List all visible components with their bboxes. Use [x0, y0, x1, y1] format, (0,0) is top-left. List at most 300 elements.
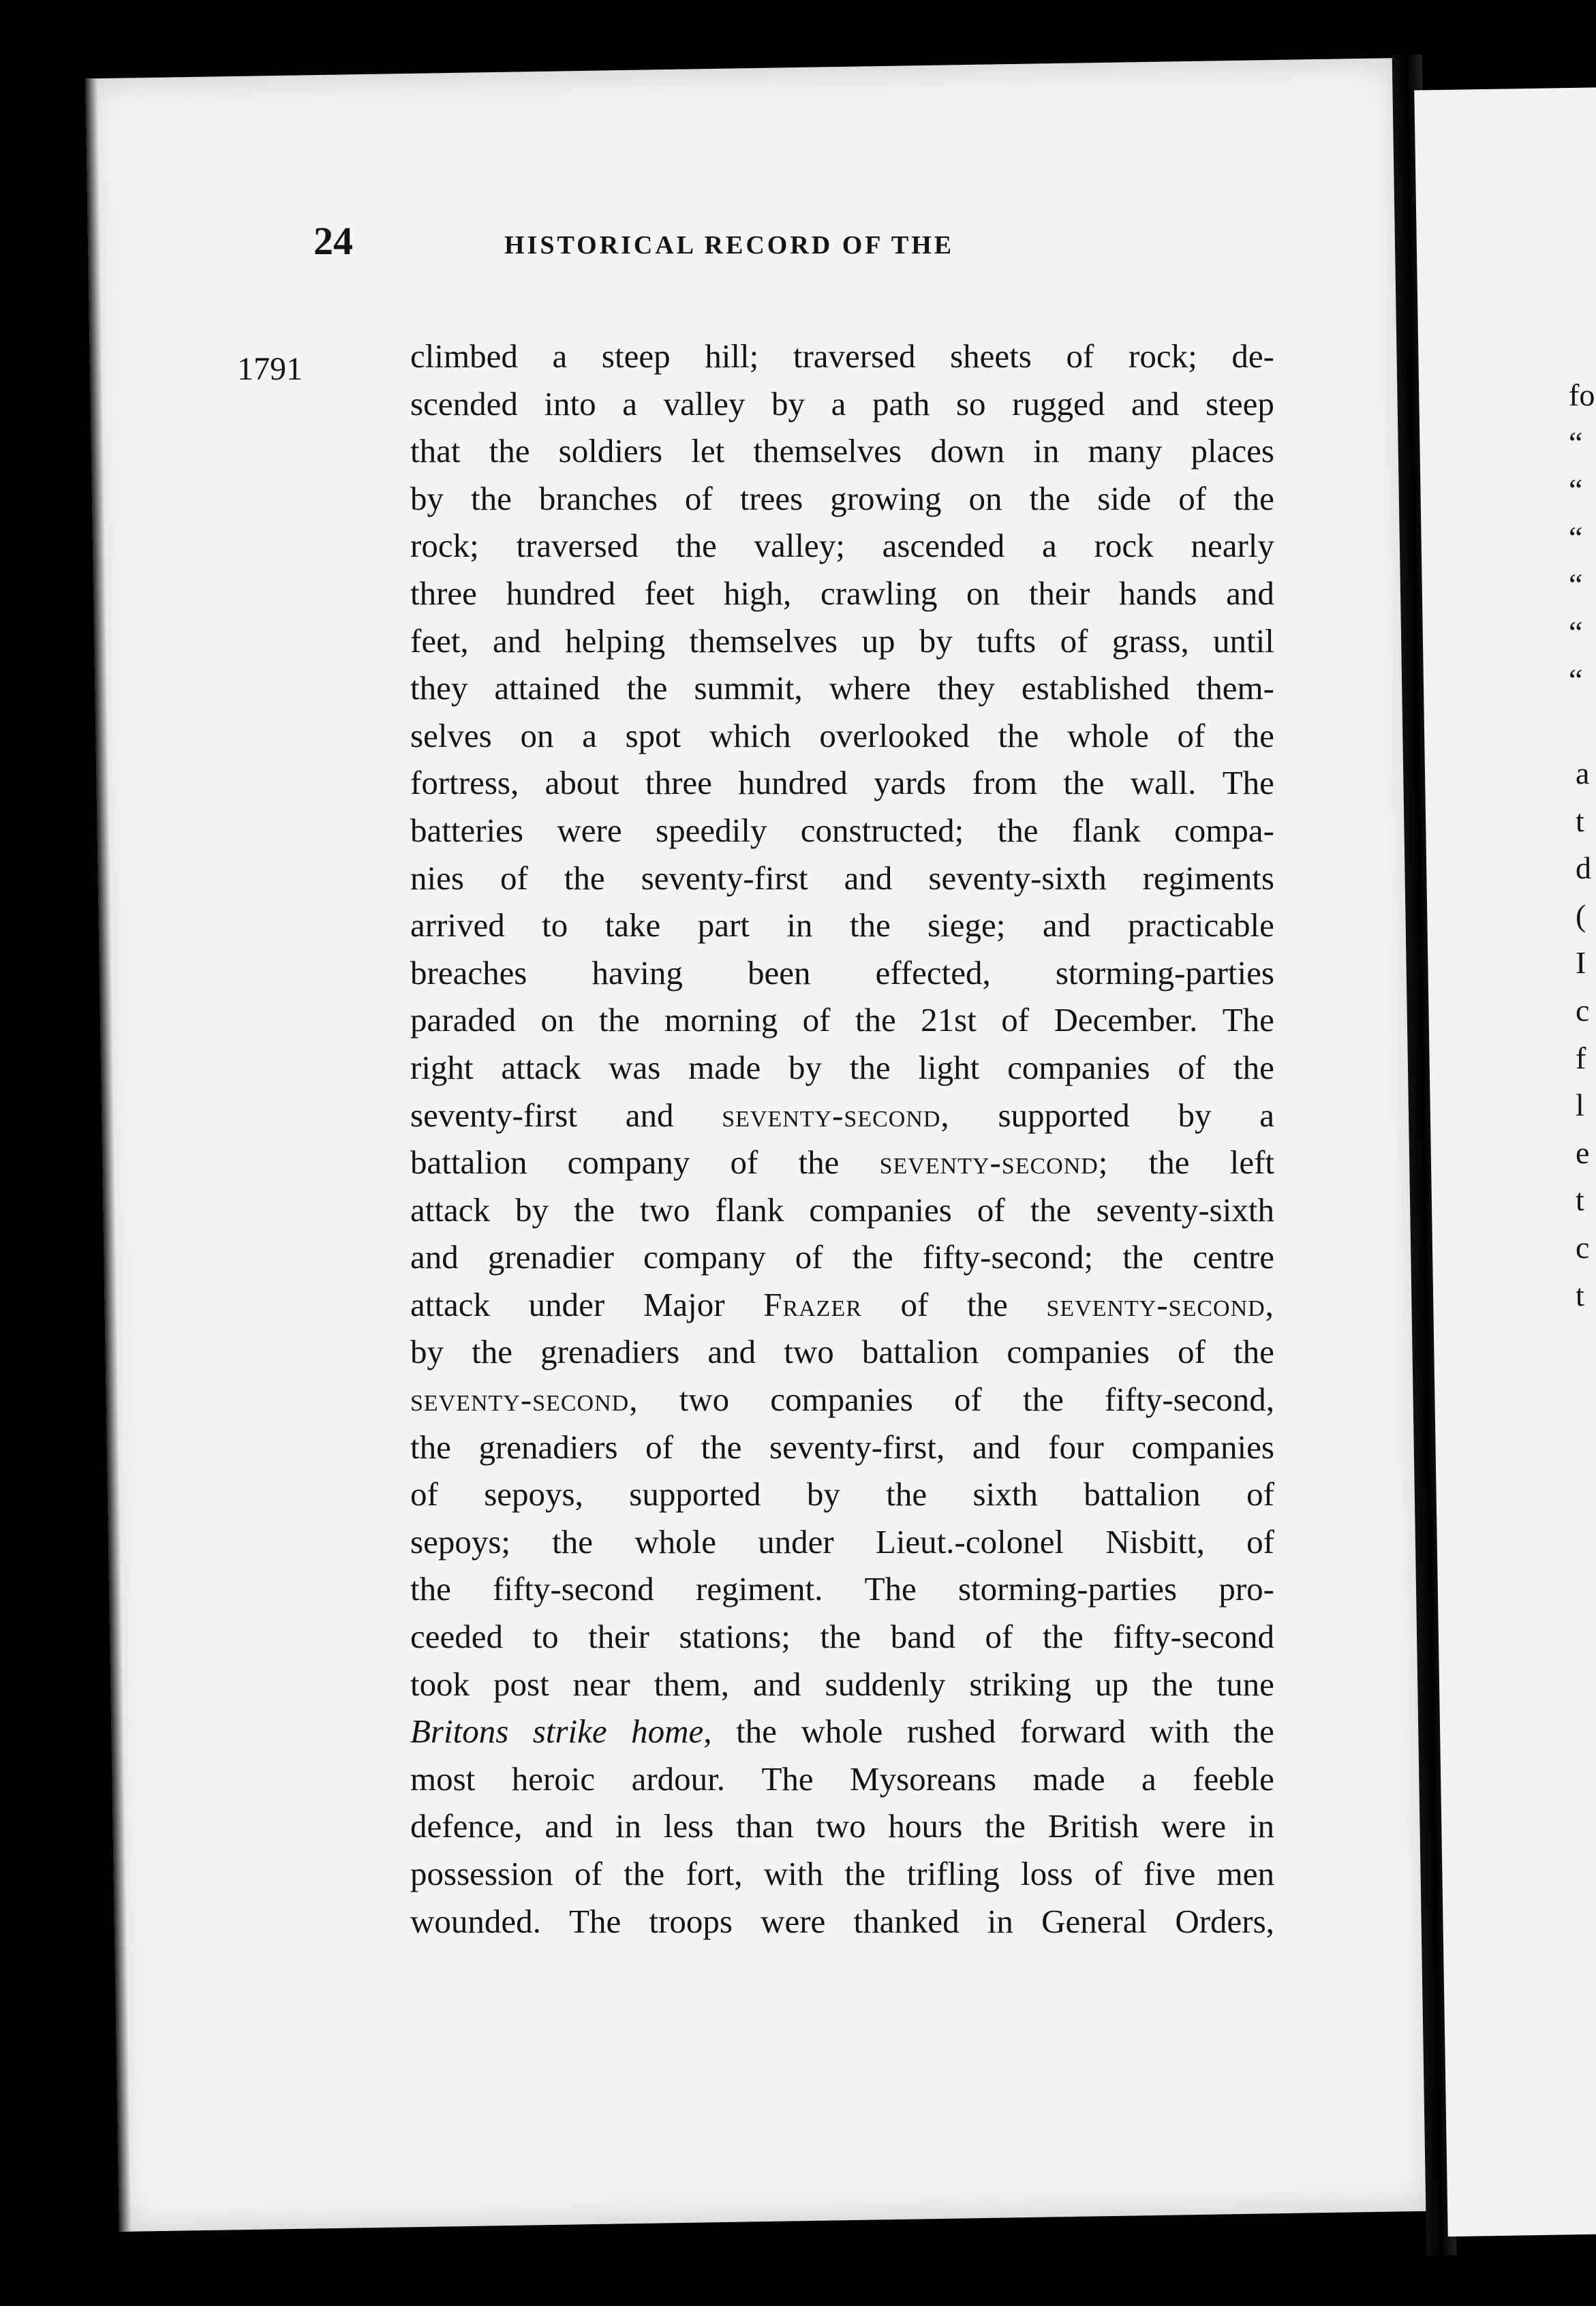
fragment: “ — [1569, 519, 1583, 555]
word: of — [1001, 1001, 1030, 1039]
word: and — [972, 1428, 1021, 1466]
word: by — [410, 479, 444, 517]
text-line — [410, 1233, 1274, 1281]
word: company — [567, 1143, 690, 1182]
word: they — [937, 669, 995, 707]
word: up — [1094, 1665, 1129, 1703]
right-page-fragments-bottom — [1576, 750, 1591, 1319]
word: of — [1178, 479, 1207, 517]
fragment: “ — [1569, 472, 1583, 508]
word: their — [1028, 574, 1090, 612]
word: sheets — [950, 337, 1032, 375]
text-line — [410, 427, 1274, 475]
word: a — [1042, 527, 1057, 565]
word: scended — [410, 384, 518, 422]
word: British — [1047, 1807, 1139, 1845]
word: the — [855, 1001, 896, 1039]
fragment: e — [1576, 1135, 1590, 1170]
word: that — [410, 432, 461, 470]
word: supported — [629, 1475, 761, 1513]
word: branches — [538, 479, 658, 517]
fragment: c — [1576, 992, 1590, 1028]
word: the — [574, 1190, 615, 1229]
text-line — [410, 570, 1274, 617]
word: and — [625, 1096, 674, 1134]
word: by — [919, 621, 953, 660]
word: them- — [1196, 669, 1274, 707]
word: seventy-second, — [410, 1381, 639, 1419]
word: flank — [1071, 811, 1141, 849]
word: Britons — [410, 1712, 509, 1751]
word: flank — [715, 1190, 784, 1229]
word: companies — [1007, 1333, 1150, 1371]
word: the — [1233, 479, 1274, 517]
word: the — [1022, 1381, 1064, 1419]
word: feet, — [410, 621, 469, 660]
word: storming-parties — [957, 1570, 1178, 1608]
word: grenadier — [487, 1238, 614, 1276]
word: companies — [1007, 1048, 1150, 1086]
word: The — [1222, 764, 1274, 802]
word: valley — [663, 384, 746, 422]
word: side — [1097, 479, 1152, 517]
word: near — [572, 1665, 630, 1703]
right-page-fragments-top — [1569, 371, 1595, 703]
word: a — [1141, 1759, 1156, 1798]
word: by — [771, 384, 805, 422]
word: part — [697, 906, 750, 944]
word: fifty-second, — [1105, 1381, 1274, 1419]
word: ardour. — [631, 1759, 726, 1798]
word: post — [493, 1665, 549, 1703]
word: soldiers — [558, 432, 663, 470]
word: selves — [410, 716, 492, 754]
word: on — [968, 479, 1002, 517]
word: wounded. — [410, 1902, 541, 1940]
word: high, — [723, 574, 792, 612]
word: the — [1148, 1143, 1190, 1182]
text-line — [410, 617, 1274, 665]
word: rugged — [1012, 384, 1105, 422]
word: them, — [654, 1665, 729, 1703]
word: the — [552, 1522, 594, 1561]
word: to — [542, 906, 568, 944]
word: heroic — [511, 1759, 596, 1798]
word: feeble — [1193, 1759, 1274, 1798]
word: forward — [1019, 1712, 1126, 1751]
word: the — [410, 1570, 451, 1608]
word: path — [872, 384, 930, 422]
word: on — [540, 1001, 574, 1039]
body-text — [410, 333, 1274, 1945]
word: The — [569, 1902, 621, 1940]
fragment: l — [1576, 1088, 1584, 1123]
word: centre — [1193, 1238, 1274, 1276]
margin-year: 1791 — [237, 351, 303, 387]
word: summit, — [694, 669, 803, 707]
word: rock — [1094, 527, 1154, 565]
word: of — [795, 1238, 823, 1276]
word: of — [500, 859, 528, 897]
fragment: fo — [1569, 378, 1595, 412]
word: hands — [1119, 574, 1197, 612]
running-head — [313, 218, 1274, 286]
word: and — [1042, 906, 1091, 944]
word: of — [1066, 337, 1094, 375]
word: up — [861, 621, 895, 660]
text-line — [410, 1613, 1274, 1661]
word: with — [1150, 1712, 1210, 1751]
word: climbed — [410, 337, 518, 375]
word: light — [918, 1048, 980, 1086]
word: The — [1222, 1001, 1274, 1039]
word: on — [520, 716, 554, 754]
word: attack — [410, 1190, 490, 1229]
text-line — [410, 1708, 1274, 1755]
word: of — [1060, 621, 1088, 660]
fragment: f — [1576, 1040, 1586, 1075]
text-line — [410, 1850, 1274, 1898]
text-line — [410, 380, 1274, 428]
word: the — [852, 1238, 893, 1276]
word: they — [410, 669, 468, 707]
word: tune — [1216, 1665, 1274, 1703]
word: were — [557, 811, 622, 849]
word: seventy-second, — [1046, 1285, 1274, 1323]
word: themselves — [689, 621, 838, 660]
word: grass, — [1111, 621, 1189, 660]
text-line — [410, 333, 1274, 380]
word: rock; — [410, 527, 479, 565]
word: a — [622, 384, 638, 422]
word: in — [615, 1807, 641, 1845]
text-line — [410, 1139, 1274, 1186]
word: until — [1213, 621, 1274, 660]
word: of — [1178, 1333, 1206, 1371]
word: a — [1259, 1096, 1274, 1134]
word: the — [489, 432, 530, 470]
word: strike — [532, 1712, 607, 1751]
word: the — [1063, 764, 1105, 802]
word: company — [643, 1238, 766, 1276]
word: seventy-sixth — [928, 859, 1107, 897]
word: rock; — [1129, 337, 1197, 375]
word: take — [604, 906, 661, 944]
word: men — [1216, 1855, 1274, 1892]
word: morning — [664, 1001, 778, 1039]
word: loss — [1021, 1855, 1073, 1892]
word: fifty-second — [1113, 1618, 1274, 1656]
word: de- — [1231, 337, 1274, 375]
word: four — [1048, 1428, 1104, 1466]
word: were — [1161, 1807, 1227, 1845]
word: Nisbitt, — [1105, 1522, 1205, 1561]
word: their — [588, 1618, 649, 1656]
fragment: “ — [1569, 614, 1583, 649]
word: in — [987, 1902, 1013, 1940]
word: The — [864, 1570, 917, 1608]
word: by — [806, 1475, 840, 1513]
word: paraded — [410, 1001, 517, 1039]
word: of — [977, 1190, 1005, 1229]
word: of — [900, 1285, 929, 1323]
word: practicable — [1127, 906, 1274, 944]
word: two — [679, 1381, 730, 1419]
word: helping — [565, 621, 666, 660]
word: three — [410, 574, 477, 612]
word: fort, — [686, 1855, 743, 1892]
word: siege; — [927, 906, 1006, 944]
word: in — [786, 906, 813, 944]
word: seventy-first, — [769, 1428, 945, 1466]
word: troops — [649, 1902, 733, 1940]
text-line — [410, 949, 1274, 997]
word: of — [1177, 716, 1206, 754]
fragment: a — [1576, 756, 1590, 790]
word: made — [1032, 1759, 1105, 1798]
word: of — [802, 1001, 831, 1039]
word: of — [410, 1475, 438, 1513]
word: five — [1144, 1855, 1196, 1892]
word: the — [798, 1143, 840, 1182]
word: and — [544, 1807, 594, 1845]
word: the — [1030, 1190, 1071, 1229]
word: about — [544, 764, 619, 802]
word: the — [1029, 479, 1071, 517]
word: of — [1246, 1475, 1274, 1513]
word: pro- — [1218, 1570, 1274, 1608]
word: the — [410, 1428, 451, 1466]
fragment: “ — [1569, 425, 1583, 460]
word: two — [640, 1190, 690, 1229]
word: hundred — [506, 574, 616, 612]
word: battalion — [861, 1333, 979, 1371]
word: were — [761, 1902, 826, 1940]
word: of — [1178, 1048, 1206, 1086]
word: of — [1094, 1855, 1122, 1892]
word: and — [493, 621, 541, 660]
word: valley; — [754, 527, 845, 565]
word: steep — [601, 337, 671, 375]
fragment: t — [1576, 1182, 1584, 1218]
text-line — [410, 855, 1274, 902]
word: seventy-sixth — [1096, 1190, 1274, 1229]
word: wall. — [1130, 764, 1197, 802]
word: was — [609, 1048, 661, 1086]
word: a — [831, 384, 846, 422]
word: Frazer — [763, 1285, 862, 1323]
word: thanked — [853, 1902, 960, 1940]
word: fifty-second — [493, 1570, 654, 1608]
word: the — [1152, 1665, 1193, 1703]
word: with — [763, 1855, 824, 1892]
text-line — [410, 996, 1274, 1044]
word: to — [532, 1618, 559, 1656]
word: the — [1233, 1048, 1274, 1086]
word: having — [592, 953, 683, 991]
text-line — [410, 1565, 1274, 1613]
word: home, — [631, 1712, 712, 1751]
word: and — [410, 1238, 459, 1276]
word: sepoys, — [484, 1475, 583, 1513]
word: the — [470, 479, 512, 517]
word: made — [688, 1048, 761, 1086]
word: the — [1042, 1618, 1084, 1656]
word: of — [645, 1428, 673, 1466]
word: Major — [643, 1285, 725, 1323]
word: took — [410, 1665, 470, 1703]
text-line — [410, 1044, 1274, 1092]
word: band — [890, 1618, 955, 1656]
word: possession — [410, 1855, 553, 1892]
word: from — [972, 764, 1038, 802]
word: battalion — [410, 1143, 527, 1182]
word: and — [752, 1665, 801, 1703]
word: hill; — [705, 337, 759, 375]
fragment: t — [1576, 803, 1584, 838]
word: stations; — [679, 1618, 791, 1656]
text-line — [410, 1186, 1274, 1234]
word: suddenly — [825, 1665, 946, 1703]
word: less — [663, 1807, 714, 1845]
word: the — [626, 669, 668, 707]
text-line — [410, 475, 1274, 523]
word: arrived — [410, 906, 505, 944]
word: in — [1248, 1807, 1274, 1845]
word: where — [829, 669, 911, 707]
word: 21st — [921, 1001, 977, 1039]
word: down — [930, 432, 1005, 470]
word: and — [1131, 384, 1180, 422]
word: grenadiers — [540, 1333, 680, 1371]
word: let — [691, 432, 725, 470]
word: nearly — [1191, 527, 1274, 565]
word: steep — [1206, 384, 1274, 422]
word: three — [645, 764, 712, 802]
word: growing — [830, 479, 942, 517]
text-line — [410, 664, 1274, 712]
text-line — [410, 759, 1274, 807]
word: attack — [410, 1285, 490, 1323]
word: supported — [998, 1096, 1130, 1134]
word: the — [997, 811, 1039, 849]
word: fortress, — [410, 764, 519, 802]
word: the — [998, 716, 1039, 754]
word: batteries — [410, 811, 523, 849]
text-line — [410, 1328, 1274, 1376]
word: ascended — [882, 527, 1005, 565]
word: hundred — [738, 764, 848, 802]
word: whole — [801, 1712, 883, 1751]
word: storming-parties — [1055, 953, 1274, 991]
word: seventy-first — [410, 1096, 577, 1134]
word: spot — [625, 716, 681, 754]
text-line — [410, 1802, 1274, 1850]
word: two — [784, 1333, 834, 1371]
word: seventy-first — [641, 859, 808, 897]
text-line — [410, 522, 1274, 570]
word: and — [1226, 574, 1274, 612]
word: the — [849, 1048, 891, 1086]
word: overlooked — [819, 716, 970, 754]
fragment: “ — [1569, 567, 1583, 602]
word: of — [1246, 1522, 1274, 1561]
fragment: “ — [1569, 662, 1583, 697]
word: trees — [739, 479, 803, 517]
fragment: t — [1576, 1277, 1584, 1312]
word: of — [684, 479, 713, 517]
word: breaches — [410, 953, 527, 991]
word: tufts — [977, 621, 1037, 660]
text-line — [410, 1755, 1274, 1803]
word: whole — [1067, 716, 1149, 754]
word: nies — [410, 859, 464, 897]
word: compa- — [1174, 811, 1274, 849]
word: traversed — [793, 337, 916, 375]
word: themselves — [753, 432, 902, 470]
word: sixth — [972, 1475, 1038, 1513]
word: Orders, — [1175, 1902, 1274, 1940]
word: places — [1191, 432, 1274, 470]
word: most — [410, 1759, 476, 1798]
word: the — [849, 906, 891, 944]
word: the — [985, 1807, 1026, 1845]
word: left — [1229, 1143, 1274, 1182]
word: battalion — [1084, 1475, 1201, 1513]
word: the — [1233, 1333, 1274, 1371]
fragment: I — [1576, 945, 1586, 981]
word: constructed; — [800, 811, 964, 849]
word: under — [758, 1522, 834, 1561]
word: companies — [809, 1190, 952, 1229]
word: the — [1233, 716, 1274, 754]
word: ceeded — [410, 1618, 503, 1656]
word: Lieut.-colonel — [875, 1522, 1064, 1561]
word: regiment. — [696, 1570, 823, 1608]
fragment: c — [1576, 1229, 1590, 1265]
word: and — [707, 1333, 756, 1371]
word: attained — [494, 669, 600, 707]
word: striking — [969, 1665, 1072, 1703]
word: trifling — [906, 1855, 1000, 1892]
word: crawling — [820, 574, 938, 612]
running-title: HISTORICAL RECORD OF THE — [504, 231, 955, 260]
word: many — [1088, 432, 1163, 470]
text-line — [410, 1471, 1274, 1518]
word: seventy-second, — [722, 1096, 950, 1134]
word: by — [515, 1190, 549, 1229]
word: traversed — [516, 527, 639, 565]
word: speedily — [656, 811, 767, 849]
word: by — [788, 1048, 822, 1086]
word: of — [953, 1381, 982, 1419]
word: the — [844, 1855, 886, 1892]
word: General — [1041, 1902, 1148, 1940]
word: fifty-second; — [922, 1238, 1094, 1276]
word: by — [1178, 1096, 1212, 1134]
word: established — [1021, 669, 1170, 707]
text-line — [410, 1376, 1274, 1424]
word: December. — [1054, 1001, 1198, 1039]
word: rushed — [906, 1712, 996, 1751]
word: into — [544, 384, 596, 422]
word: of — [574, 1855, 602, 1892]
word: the — [624, 1855, 665, 1892]
word: seventy-second; — [879, 1143, 1109, 1182]
word: the — [675, 527, 717, 565]
word: feet — [644, 574, 695, 612]
word: regiments — [1142, 859, 1274, 897]
